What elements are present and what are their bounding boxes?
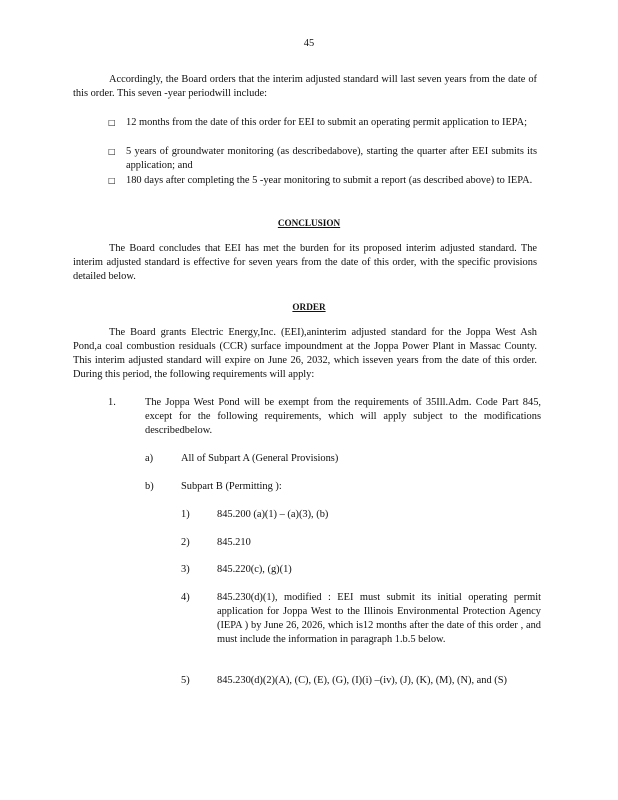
page-number: 45: [303, 38, 315, 49]
bullet-item: [108, 145, 537, 173]
bullet-item: [108, 116, 537, 130]
sub-a-text: All of Subpart A (General Provisions): [181, 453, 339, 464]
sub-item-label: 2): [181, 537, 190, 548]
checkbox-glyph-icon: □: [108, 147, 116, 156]
conclusion-heading-text: CONCLUSION: [277, 218, 341, 228]
checkbox-glyph-icon: □: [108, 118, 116, 127]
sub-item-text: 845.230(d)(2)(A), (C), (E), (G), (I)(i) –(iv), (J), (K), (M), (N), and (S): [217, 675, 507, 686]
item-1-text: The Joppa West Pond will be exempt from the requirements of 35Ill.Adm. Code Part 845, except for the following requirements, which will apply subject to the modifications describedbelow.: [145, 397, 541, 436]
sub-item-label: 4): [181, 592, 190, 603]
bullet-item: [108, 174, 537, 188]
sub-item-text: 845.230(d)(1), modified : EEI must submit its initial operating permit application for Joppa West to the Illinois Environmental Protection Agency (IEPA ) by June 26, 2026, which is12 months after the date of this order , and must include the information in paragraph 1.b.5 below.: [217, 592, 541, 645]
bullet-text: 12 months from the date of this order for EEI to submit an operating permit application to IEPA;: [126, 117, 528, 128]
conclusion-paragraph: The Board concludes that EEI has met the burden for its proposed interim adjusted standard. The interim adjusted standard is effective for seven years from the date of this order, with the specific provisions detailed below.: [73, 243, 537, 282]
conclusion-heading: [0, 216, 618, 230]
sub-item-text: 845.210: [217, 537, 251, 548]
sub-item-text: 845.220(c), (g)(1): [217, 564, 292, 575]
checkbox-glyph-icon: □: [108, 176, 116, 185]
sub-item-label: 5): [181, 675, 190, 686]
sub-b-label: b): [145, 481, 154, 492]
sub-item-label: 1): [181, 509, 190, 520]
sub-b-text: Subpart B (Permitting ):: [181, 481, 282, 492]
order-heading-text: ORDER: [292, 302, 326, 312]
bullet-text: 5 years of groundwater monitoring (as describedabove), starting the quarter after EEI submits its application; and: [126, 146, 537, 171]
item-1-label: 1.: [108, 397, 116, 408]
bullet-text: 180 days after completing the 5 -year monitoring to submit a report (as described above) to IEPA.: [126, 175, 533, 186]
order-paragraph: The Board grants Electric Energy,Inc. (EEI),aninterim adjusted standard for the Joppa West Ash Pond,a coal combustion residuals (CCR) surface impoundment at the Joppa Power Plant in Massac County. This interim adjusted standard will expire on June 26, 2032, which isseven years from the date of this order. During this period, the following requirements will apply:: [73, 327, 537, 380]
sub-a-label: a): [145, 453, 154, 464]
intro-paragraph: Accordingly, the Board orders that the interim adjusted standard will last seven years from the date of this order. This seven -year periodwill include:: [73, 74, 537, 99]
sub-item-label: 3): [181, 564, 190, 575]
order-heading: [0, 300, 618, 314]
sub-item-text: 845.200 (a)(1) – (a)(3), (b): [217, 509, 329, 520]
